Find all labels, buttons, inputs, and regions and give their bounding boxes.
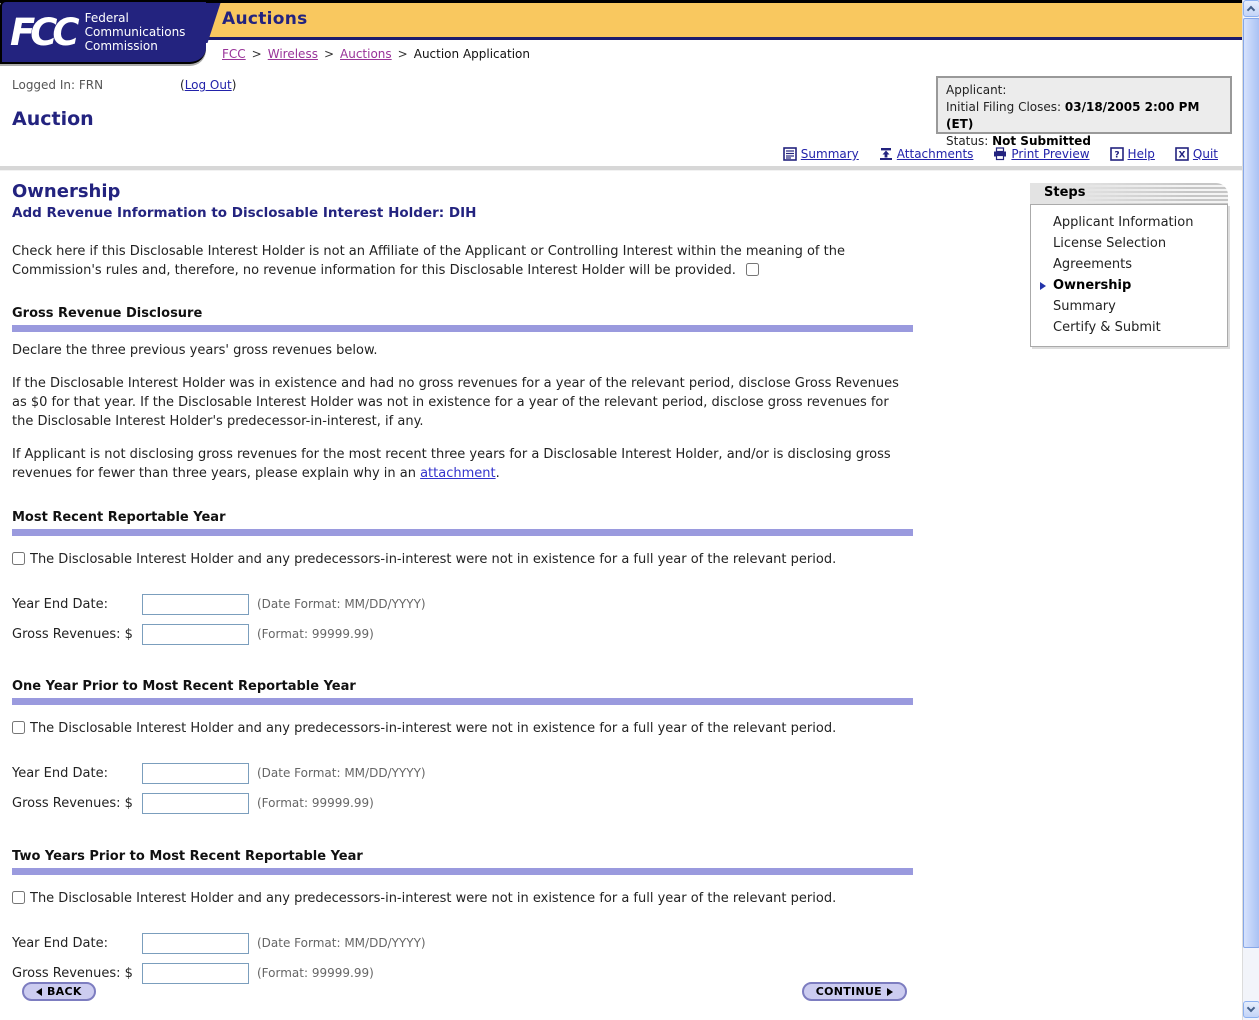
filing-closes-value: 03/18/2005 2:00 PM (ET): [946, 100, 1200, 131]
logout-paren-open: (: [180, 78, 185, 92]
logged-in-label: Logged In: FRN: [12, 78, 104, 92]
help-label: Help: [1127, 147, 1155, 161]
gross-revenue-para1: Declare the three previous years' gross revenues below.: [12, 343, 378, 358]
fcc-org-name: [85, 11, 186, 53]
revenue-format-note: (Format: 99999.99): [257, 627, 374, 641]
filing-closes-row: [946, 99, 1222, 133]
gross-revenue-para3: [12, 445, 913, 483]
gross-revenues-input-2[interactable]: [142, 793, 249, 814]
gross-revenue-disclosure-heading: Gross Revenue Disclosure: [12, 306, 203, 321]
summary-label: Summary: [800, 147, 859, 161]
org-line2: Communications: [84, 25, 186, 39]
attachments-label: Attachments: [896, 147, 974, 161]
logout-link[interactable]: Log Out: [184, 78, 232, 92]
back-arrow-icon: [36, 988, 42, 996]
help-link[interactable]: [1110, 147, 1155, 161]
date-format-note: (Date Format: MM/DD/YYYY): [257, 597, 426, 611]
not-in-existence-text: The Disclosable Interest Holder and any predecessors-in-interest were not in existence for a full year of the relevant period.: [30, 891, 837, 906]
print-preview-label: Print Preview: [1011, 147, 1090, 161]
year-end-date-label: Year End Date:: [12, 596, 108, 612]
breadcrumb-link-wireless[interactable]: Wireless: [267, 47, 318, 61]
para3-text: If Applicant is not disclosing gross revenues for the most recent three years for a Disclosable Interest Holder, and/or is disclosing gross revenues for fewer than three years, please explain why in an: [12, 447, 891, 481]
gross-revenues-label: Gross Revenues: $: [12, 965, 133, 981]
not-in-existence-text: The Disclosable Interest Holder and any predecessors-in-interest were not in existence for a full year of the relevant period.: [30, 552, 837, 567]
year-section-heading: One Year Prior to Most Recent Reportable Year: [12, 679, 356, 694]
print-preview-link[interactable]: [993, 147, 1089, 161]
affiliate-checkbox-text: Check here if this Disclosable Interest Holder is not an Affiliate of the Applicant or Controlling Interest within the meaning of the Commission's rules and, therefore, no revenue information for this Disclosable Interest Holder will be provided.: [12, 244, 845, 278]
not-in-existence-text: The Disclosable Interest Holder and any predecessors-in-interest were not in existence for a full year of the relevant period.: [30, 721, 837, 736]
scroll-up-icon: [1247, 6, 1255, 14]
scroll-down-icon: [1247, 1004, 1255, 1012]
breadcrumb-separator: >: [251, 47, 262, 61]
section-heading-ownership: Ownership: [12, 181, 121, 202]
not-in-existence-checkbox-1[interactable]: [12, 552, 25, 565]
main-content: [12, 181, 913, 984]
back-button[interactable]: [22, 982, 96, 1001]
steps-header: Steps: [1030, 183, 1228, 204]
filing-closes-label: Initial Filing Closes:: [946, 100, 1065, 114]
back-button-label: BACK: [47, 985, 82, 998]
not-in-existence-checkbox-2[interactable]: [12, 721, 25, 734]
year-end-date-input-2[interactable]: [142, 763, 249, 784]
active-step-arrow-icon: [1040, 282, 1046, 290]
year-section-two-years-prior: [12, 849, 913, 984]
fcc-logo: [0, 0, 206, 64]
breadcrumb: [206, 40, 1242, 68]
step-certify-submit[interactable]: Certify & Submit: [1053, 320, 1161, 335]
quit-link[interactable]: [1175, 147, 1218, 161]
org-line3: Commission: [84, 39, 158, 53]
affiliate-paragraph: [12, 242, 913, 280]
section-bar: [12, 698, 913, 705]
logout-paren-close: ): [231, 78, 237, 92]
year-section-heading: Most Recent Reportable Year: [12, 510, 226, 525]
quit-label: Quit: [1192, 147, 1218, 161]
page-subheading: Add Revenue Information to Disclosable Interest Holder: DIH: [12, 205, 477, 221]
step-ownership-label: Ownership: [1053, 278, 1132, 293]
section-bar: [12, 325, 913, 332]
date-format-note: (Date Format: MM/DD/YYYY): [257, 766, 426, 780]
year-end-date-label: Year End Date:: [12, 935, 108, 951]
attachment-link[interactable]: attachment: [420, 466, 496, 481]
button-row: [12, 982, 913, 1004]
scrollbar-thumb[interactable]: [1243, 18, 1259, 948]
breadcrumb-link-fcc[interactable]: FCC: [222, 47, 246, 61]
toolbar: [0, 145, 1218, 163]
printer-icon: [993, 147, 1007, 161]
applicant-label: Applicant:: [946, 83, 1007, 97]
section-bar: [12, 529, 913, 536]
year-end-date-label: Year End Date:: [12, 765, 108, 781]
section-bar: [12, 868, 913, 875]
continue-button-label: CONTINUE: [815, 985, 882, 998]
not-in-existence-checkbox-3[interactable]: [12, 891, 25, 904]
year-end-date-input-1[interactable]: [142, 594, 249, 615]
year-section-most-recent: [12, 510, 913, 645]
affiliate-checkbox[interactable]: [746, 263, 759, 276]
page-title: Auction: [12, 108, 94, 130]
gross-revenues-label: Gross Revenues: $: [12, 626, 133, 642]
status-value: Not Submitted: [992, 134, 1091, 148]
breadcrumb-link-auctions[interactable]: Auctions: [340, 47, 392, 61]
gross-revenues-input-3[interactable]: [142, 963, 249, 984]
breadcrumb-separator: >: [323, 47, 335, 61]
vertical-scrollbar[interactable]: [1242, 0, 1259, 1020]
gross-revenues-label: Gross Revenues: $: [12, 795, 133, 811]
applicant-info-box: [936, 76, 1232, 148]
date-format-note: (Date Format: MM/DD/YYYY): [257, 936, 426, 950]
step-license-selection[interactable]: License Selection: [1053, 236, 1167, 251]
para3-period: .: [495, 466, 500, 481]
step-summary[interactable]: Summary: [1053, 299, 1116, 314]
steps-list: [1030, 204, 1228, 347]
continue-arrow-icon: [887, 988, 893, 996]
gross-revenues-input-1[interactable]: [142, 624, 249, 645]
svg-text:X: X: [1178, 150, 1186, 161]
quit-icon: [1175, 147, 1189, 161]
year-section-heading: Two Years Prior to Most Recent Reportable Year: [12, 849, 363, 864]
auctions-banner: [196, 3, 1242, 40]
step-agreements[interactable]: Agreements: [1053, 257, 1132, 272]
year-end-date-input-3[interactable]: [142, 933, 249, 954]
header-divider: [0, 166, 1242, 171]
summary-link[interactable]: [783, 147, 859, 161]
gross-revenue-para2: If the Disclosable Interest Holder was in existence and had no gross revenues for a year of the relevant period, disclose Gross Revenues as $0 for that year. If the Disclosable Interest Holder was not in existence for a year of the relevant period, disclose gross revenues for the Disclosable Interest Holder's predecessor-in-interest, if any.: [12, 376, 899, 429]
banner-title: Auctions: [222, 9, 308, 29]
logout: [180, 78, 236, 92]
steps-sidebar: [1030, 183, 1228, 347]
org-line1: Federal: [84, 11, 129, 25]
breadcrumb-current: Auction Application: [413, 47, 530, 61]
step-ownership-active[interactable]: [1031, 275, 1227, 296]
help-icon: [1110, 147, 1124, 161]
year-section-one-year-prior: [12, 679, 913, 814]
step-applicant-information[interactable]: Applicant Information: [1053, 215, 1194, 230]
revenue-format-note: (Format: 99999.99): [257, 966, 374, 980]
status-label: Status:: [946, 134, 993, 148]
revenue-format-note: (Format: 99999.99): [257, 796, 374, 810]
scroll-up-button[interactable]: [1243, 0, 1259, 17]
attachments-link[interactable]: [879, 147, 974, 161]
svg-text:?: ?: [1113, 150, 1120, 161]
breadcrumb-separator: >: [397, 47, 408, 61]
scroll-down-button[interactable]: [1243, 1001, 1259, 1018]
continue-button[interactable]: [802, 982, 907, 1001]
fcc-logo-glyph: FCC: [10, 10, 75, 54]
summary-icon: [783, 147, 797, 161]
attachments-icon: [879, 147, 893, 161]
